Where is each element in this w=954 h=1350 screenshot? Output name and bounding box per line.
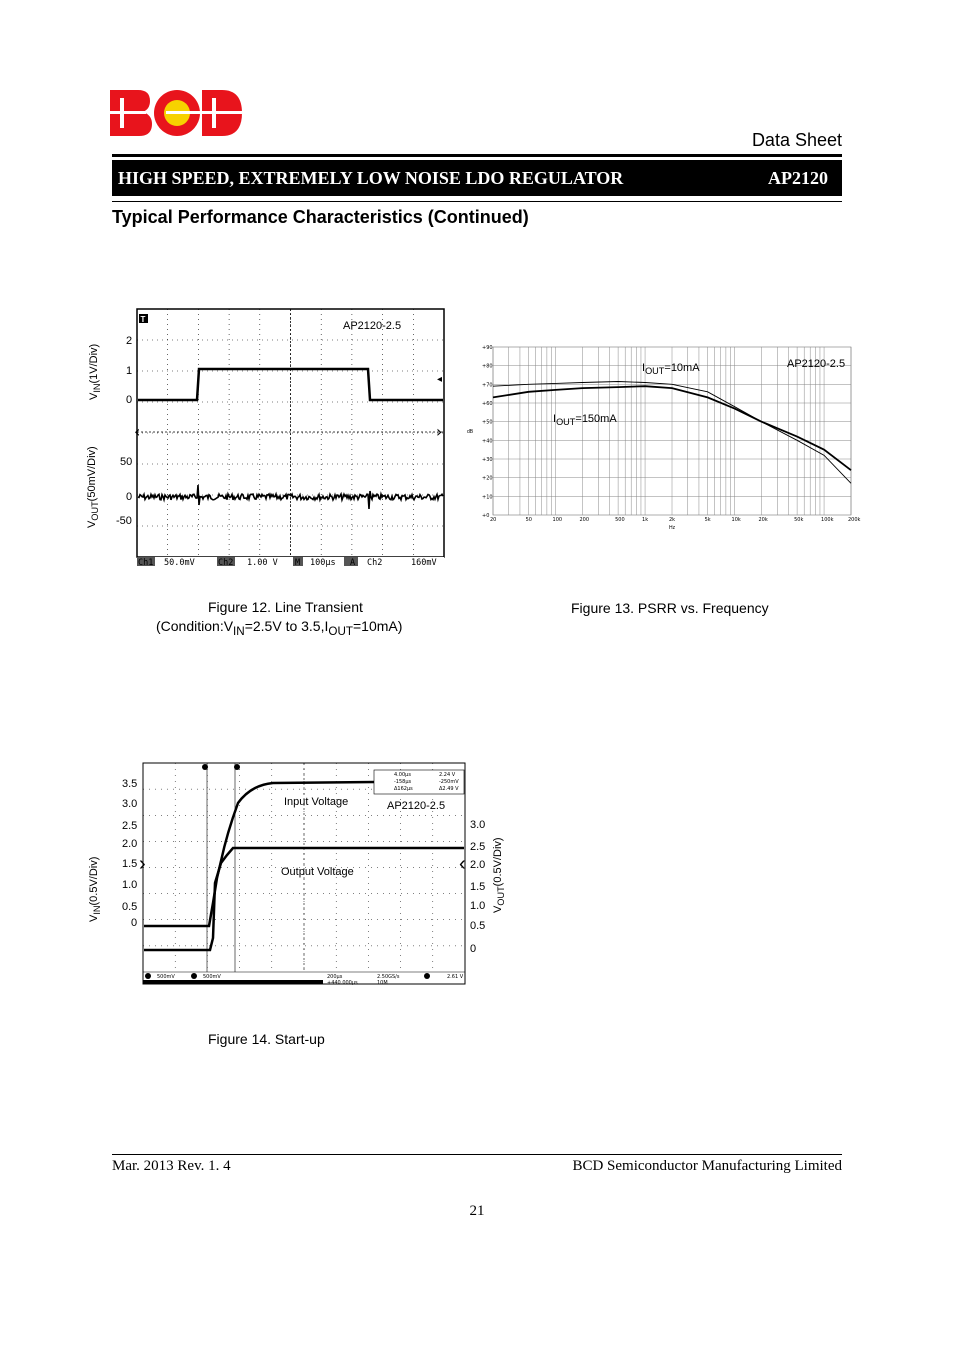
fig12-marker-label: T [140,315,146,324]
fig12-caption-line1: Figure 12. Line Transient [208,599,363,615]
fig14-cursor-dt: Δ162µs [394,786,413,792]
fig12-status-trig-level: 160mV [411,558,437,568]
fig12-level-marker: ◂ [437,374,443,385]
fig12-ylabel-bottom: $V_{OUT}(50mV/Div)$ [86,446,101,528]
fig13-x-tick-label: 20k [758,517,768,523]
fig12-status-ch1-scale: 50.0mV [164,558,195,568]
fig13-y-tick-label: +80 [482,363,493,370]
fig14-left-tick-1.5: 1.5 [122,858,138,870]
fig14-left-tick-2.5: 2.5 [122,820,138,832]
fig12-status-trig-ch: Ch2 [367,558,383,568]
fig13-label-10mA: $I_{OUT}=10mA$ [642,362,700,377]
fig12-annotation: AP2120-2.5 [343,320,402,332]
fig12-tick-bot-50: 50 [120,456,133,468]
header-rule [112,154,842,157]
footer-company: BCD Semiconductor Manufacturing Limited [572,1158,842,1174]
fig14-right-tick-1.5: 1.5 [470,881,486,893]
fig13-y-tick-label: +30 [482,457,493,463]
fig14-left-tick-0: 0 [131,917,138,929]
fig12-tick-top-2: 2 [126,335,133,347]
fig12-break-left: ‹ [134,422,141,441]
fig12-tick-bot-0: 0 [126,491,133,503]
fig14-status-ch1: 500mV [157,974,175,980]
fig13-x-tick-label: 200 [579,517,590,523]
fig13-caption: Figure 13. PSRR vs. Frequency [571,600,769,616]
fig14-right-tick-0.5: 0.5 [470,920,486,932]
footer-date-rev: Mar. 2013 Rev. 1. 4 [112,1158,231,1174]
fig14-status-rate: 2.50GS/s [377,974,400,980]
section-title: Typical Performance Characteristics (Continued) [112,207,529,227]
fig14-right-tick-3.0: 3.0 [470,819,486,831]
fig14-right-tick-0: 0 [470,943,477,955]
fig12-status-ch2: Ch2 [218,558,234,568]
fig14-caption: Figure 14. Start-up [208,1031,325,1047]
fig14-annotation: AP2120-2.5 [387,800,446,812]
fig14-ylabel-right: $V_{OUT}(0.5V/Div)$ [492,837,507,913]
fig13-x-tick-label: 1k [642,517,649,523]
fig14-status-pos: +440.000µs [327,980,358,986]
part-number: AP2120 [768,168,828,188]
fig12-tick-top-1: 1 [126,365,133,377]
fig12-ylabel-top: $V_{IN}(1V/Div)$ [88,343,103,400]
fig13-x-tick-label: 200k [848,517,861,523]
fig14-break-left: › [139,853,146,875]
fig13-y-tick-label: +60 [482,401,493,407]
fig13-x-tick-label: 100k [821,517,834,523]
fig14-left-tick-3.5: 3.5 [122,778,138,790]
fig14-left-tick-2.0: 2.0 [122,838,138,850]
fig14-ylabel-left: $V_{IN}(0.5V/Div)$ [88,856,103,922]
fig14-cursor-b-marker [234,764,240,770]
fig14-cursor-t2: -158µs [394,779,412,785]
fig13-y-tick-label: +0 [482,513,490,519]
fig14-break-right: ‹ [459,853,466,875]
fig12-break-right: › [436,422,443,441]
doc-title: HIGH SPEED, EXTREMELY LOW NOISE LDO REGULATOR [118,168,624,188]
fig13-y-tick-label: +10 [482,494,493,501]
fig12-tick-bot-m50: -50 [116,515,132,527]
title-underline [112,201,842,202]
fig13-x-tick-label: 5k [704,517,711,523]
fig13-x-tick-label: 20 [490,517,497,523]
fig14-cursor-dv: Δ2.49 V [439,786,459,792]
fig13-annotation: AP2120-2.5 [787,358,846,370]
fig12-status-time: 100µs [310,558,336,568]
fig12-status-ch1: Ch1 [138,558,154,568]
fig12-scope [134,309,445,568]
fig14-left-tick-0.5: 0.5 [122,901,138,913]
fig13-y-tick-label: +90 [482,345,493,351]
fig13-x-tick-label: 500 [615,517,625,523]
fig13-y-tick-label: +20 [482,475,493,482]
fig13-xlabel: Hz [669,525,676,531]
fig14-right-tick-2.0: 2.0 [470,859,486,871]
fig14-left-tick-1.0: 1.0 [122,879,138,891]
fig14-right-tick-2.5: 2.5 [470,841,486,853]
fig12-status-a: A [350,558,356,568]
fig13-label-150mA: $I_{OUT}=150mA$ [553,413,617,428]
footer-rule [112,1154,842,1155]
fig13-ylabel: dB [467,429,474,435]
fig14-cursor-v1: 2.24 V [439,772,456,778]
fig14-status-trig: 2.61 V [447,974,464,980]
fig12-tick-top-0: 0 [126,394,133,406]
fig13-y-tick-label: +50 [482,419,493,426]
fig13-x-tick-label: 50 [525,517,532,523]
fig14-left-tick-3.0: 3.0 [122,798,138,810]
doc-type-label: Data Sheet [751,130,842,150]
fig14-cursor-v2: -250mV [439,779,459,785]
fig13-y-tick-label: +70 [482,382,493,389]
fig13-x-tick-label: 50k [794,517,804,523]
fig13-x-tick-label: 100 [552,517,563,523]
fig12-caption-line2: ($Condition:V_{IN}=2.5V$ to $3.5,I_{OUT}=10mA$) [156,618,403,638]
fig14-cursor-a-marker [202,764,208,770]
fig12-status-m: M [295,558,301,568]
fig13-x-tick-label: 2k [669,517,676,523]
fig14-status-ch2: 500mV [203,974,221,980]
fig14-status-time: 200µs [327,974,343,980]
fig13-x-tick-label: 10k [731,517,741,523]
fig14-cursor-t1: 4.00µs [394,772,411,778]
fig14-status-rec: 10M [377,980,388,986]
title-bar [112,160,842,196]
page-number: 21 [469,1203,485,1219]
fig13-y-tick-label: +40 [482,438,493,445]
fig12-status-ch2-scale: 1.00 V [247,558,278,568]
fig14-output-label: Output Voltage [281,866,354,878]
fig14-input-label: Input Voltage [284,796,349,808]
fig14-right-tick-1.0: 1.0 [470,900,486,912]
bcd-logo [110,90,242,136]
